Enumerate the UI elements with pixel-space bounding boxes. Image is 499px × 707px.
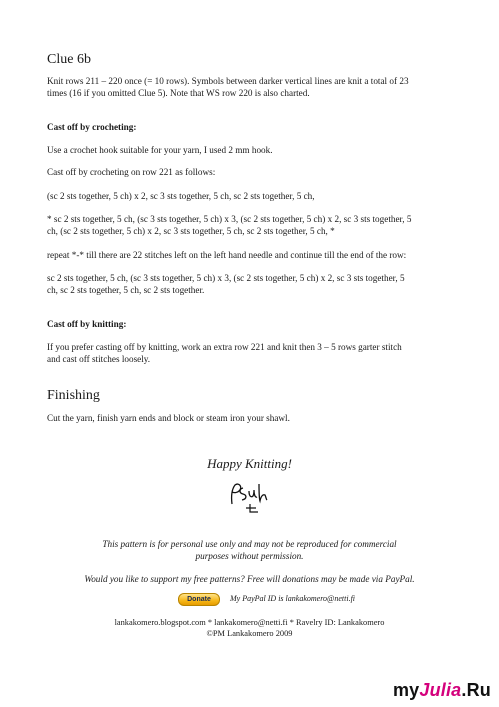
copyright-text: ©PM Lankakomero 2009	[206, 629, 293, 638]
support-text: Would you like to support my free patterns? Free will donations may be made via PayPal.	[84, 574, 415, 584]
crochet-hook-text: Use a crochet hook suitable for your yarn, I used 2 mm hook.	[47, 145, 273, 155]
watermark-part-3: .Ru	[461, 680, 491, 700]
paypal-id-text: My PayPal ID is lankakomero@netti.fi	[230, 594, 356, 603]
author-signature	[226, 480, 270, 516]
paypal-donate-button[interactable]: Donate	[178, 593, 220, 606]
usage-notice-line-1: This pattern is for personal use only and may not be reproduced for commercial	[102, 539, 397, 549]
watermark-part-2: Julia	[419, 680, 462, 700]
crochet-sequence-2-line-1: * sc 2 sts together, 5 ch, (sc 3 sts together, 5 ch) x 3, (sc 2 sts together, 5 ch) x 2, sc 3 sts together, 5	[47, 214, 412, 224]
finishing-heading: Finishing	[47, 388, 100, 403]
clue-intro-line-2: times (16 if you omitted Clue 5). Note that WS row 220 is also charted.	[47, 88, 310, 98]
contact-links: lankakomero.blogspot.com * lankakomero@netti.fi * Ravelry ID: Lankakomero	[114, 618, 385, 627]
watermark-logo	[393, 680, 491, 701]
knitting-text-line-1: If you prefer casting off by knitting, work an extra row 221 and knit then 3 – 5 rows garter stitch	[47, 342, 402, 352]
clue-intro-line-1: Knit rows 211 – 220 once (= 10 rows). Symbols between darker vertical lines are knit a total of 23	[47, 76, 409, 86]
crochet-sequence-3-line-1: sc 2 sts together, 5 ch, (sc 3 sts together, 5 ch) x 3, (sc 2 sts together, 5 ch) x 2, sc 3 sts together, 5	[47, 273, 405, 283]
crochet-subheading: Cast off by crocheting:	[47, 122, 137, 132]
usage-notice-line-2: purposes without permission.	[195, 551, 304, 561]
crochet-row-text: Cast off by crocheting on row 221 as follows:	[47, 167, 216, 177]
watermark-part-1: my	[392, 680, 420, 700]
crochet-sequence-3-line-2: ch, sc 2 sts together, 5 ch, sc 2 sts together.	[47, 285, 205, 295]
knitting-subheading: Cast off by knitting:	[47, 319, 127, 329]
happy-knitting-text: Happy Knitting!	[207, 456, 292, 471]
knitting-text-line-2: and cast off stitches loosely.	[47, 354, 151, 364]
crochet-repeat-text: repeat *-* till there are 22 stitches left on the left hand needle and continue till the end of the row:	[47, 250, 407, 260]
clue-heading: Clue 6b	[47, 52, 91, 67]
crochet-sequence-2-line-2: ch, (sc 2 sts together, 5 ch) x 2, sc 3 sts together, 5 ch, sc 2 sts together, 5 ch, *	[47, 226, 335, 236]
crochet-sequence-1: (sc 2 sts together, 5 ch) x 2, sc 3 sts together, 5 ch, sc 2 sts together, 5 ch,	[47, 191, 315, 201]
finishing-text: Cut the yarn, finish yarn ends and block or steam iron your shawl.	[47, 413, 290, 423]
